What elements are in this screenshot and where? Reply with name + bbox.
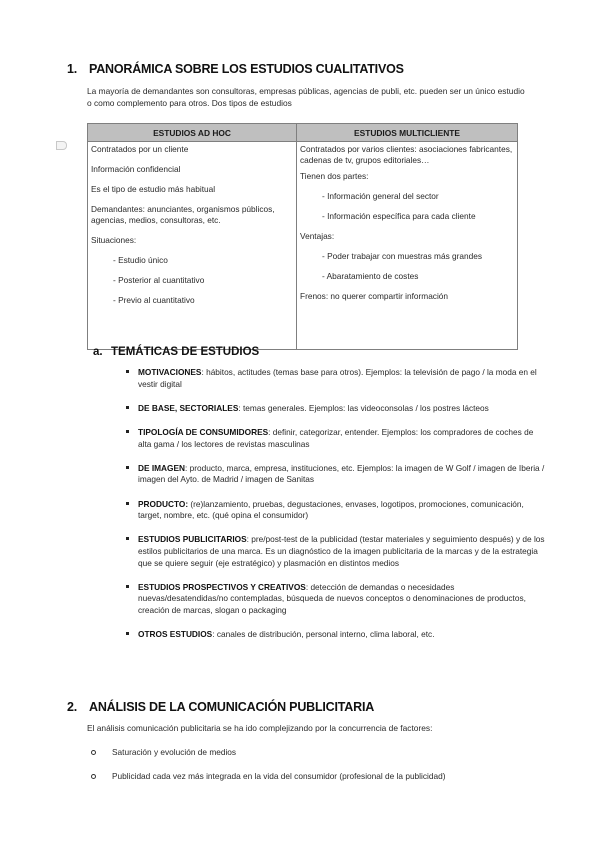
section-1-intro: La mayoría de demandantes son consultoras, empresas públicas, agencias de publi, etc. pueden ser un único estudio o como complemento para otros. Dos tipos de estudios bbox=[87, 86, 525, 108]
section-2-heading bbox=[67, 700, 374, 714]
topic-label: ESTUDIOS PUBLICITARIOS bbox=[138, 534, 247, 545]
table-header-adhoc: ESTUDIOS AD HOC bbox=[88, 124, 297, 142]
factor-text: Publicidad cada vez más integrada en la vida del consumidor (profesional de la publicidad) bbox=[112, 771, 446, 782]
circle-bullet-icon bbox=[91, 750, 96, 755]
section-1-title: PANORÁMICA SOBRE LOS ESTUDIOS CUALITATIVOS bbox=[89, 62, 404, 76]
topic-label: OTROS ESTUDIOS bbox=[138, 629, 213, 640]
list-item bbox=[126, 463, 546, 486]
list-item bbox=[126, 427, 546, 450]
multi-line: Contratados por varios clientes: asociaciones fabricantes, cadenas de tv, grupos editoriales… bbox=[300, 144, 513, 165]
adhoc-line: Es el tipo de estudio más habitual bbox=[91, 183, 216, 194]
section-2-number: 2. bbox=[67, 700, 78, 714]
list-item bbox=[126, 499, 546, 522]
topic-text: : producto, marca, empresa, instituciones, etc. Ejemplos: la imagen de W Golf / imagen de Iberia / imagen del Ayto. de Madrid / imagen de Sanitas bbox=[138, 462, 545, 485]
list-item bbox=[90, 747, 445, 759]
topic-label: ESTUDIOS PROSPECTIVOS Y CREATIVOS bbox=[138, 581, 306, 592]
multicliente-cell bbox=[297, 142, 518, 350]
section-2-title: ANÁLISIS DE LA COMUNICACIÓN PUBLICITARIA bbox=[89, 700, 375, 714]
topics-list bbox=[126, 367, 546, 653]
list-item bbox=[126, 582, 546, 617]
adhoc-line: Situaciones: bbox=[91, 234, 137, 245]
multi-line: Frenos: no querer compartir información bbox=[300, 290, 449, 301]
adhoc-subitem: - Estudio único bbox=[113, 254, 168, 265]
subsection-a-title: TEMÁTICAS DE ESTUDIOS bbox=[111, 346, 260, 358]
adhoc-line: Demandantes: anunciantes, organismos públicos, agencias, medios, consultoras, etc. bbox=[91, 203, 275, 225]
factors-list bbox=[90, 747, 445, 795]
topic-text: (re)lanzamiento, pruebas, degustaciones, envases, logotipos, promociones, comunicación, target, nombre, etc. (qué opina el consumidor) bbox=[138, 498, 524, 521]
square-bullet-icon bbox=[126, 370, 129, 373]
section-2-intro: El análisis comunicación publicitaria se ha ido complejizando por la concurrencia de factores: bbox=[87, 723, 433, 733]
topic-label: PRODUCTO: bbox=[138, 498, 189, 509]
subsection-a-number: a. bbox=[93, 346, 103, 358]
square-bullet-icon bbox=[126, 430, 129, 433]
section-1-heading bbox=[67, 62, 404, 76]
list-item bbox=[126, 534, 546, 569]
square-bullet-icon bbox=[126, 406, 129, 409]
multi-subitem: - Información general del sector bbox=[322, 190, 439, 201]
topic-label: DE BASE, SECTORIALES bbox=[138, 402, 239, 413]
comment-marker-icon[interactable] bbox=[56, 141, 67, 150]
table-header-multicliente: ESTUDIOS MULTICLIENTE bbox=[297, 124, 518, 142]
subsection-a-heading bbox=[93, 346, 259, 358]
circle-bullet-icon bbox=[91, 774, 96, 779]
topic-text: : definir, categorizar, entender. Ejemplos: los compradores de coches de alta gama / los lectores de revistas masculinas bbox=[138, 426, 534, 449]
multi-subitem: - Información específica para cada cliente bbox=[322, 210, 476, 221]
square-bullet-icon bbox=[126, 502, 129, 505]
topic-text: : pre/post-test de la publicidad (testar materiales y seguimiento después) y de los estilos publicitarios de una marca. Es un diagnóstico de la imagen publicitaria de la marcas y de la estrategia que se quiere seguir (eje estratégico) y plasmación en distintos medios bbox=[138, 534, 545, 568]
topic-label: DE IMAGEN bbox=[138, 462, 186, 473]
study-types-table bbox=[87, 123, 518, 350]
square-bullet-icon bbox=[126, 466, 129, 469]
list-item bbox=[90, 771, 445, 783]
topic-text: : hábitos, actitudes (temas base para otros). Ejemplos: la televisión de pago / la moda en el vestir digital bbox=[138, 367, 537, 389]
square-bullet-icon bbox=[126, 537, 129, 540]
topic-label: TIPOLOGÍA DE CONSUMIDORES bbox=[138, 426, 269, 437]
section-1-number: 1. bbox=[67, 62, 78, 76]
adhoc-line: Información confidencial bbox=[91, 163, 181, 174]
adhoc-subitem: - Posterior al cuantitativo bbox=[113, 274, 205, 285]
topic-text: : canales de distribución, personal interno, clima laboral, etc. bbox=[212, 629, 435, 640]
adhoc-cell bbox=[88, 142, 297, 350]
topic-text: : temas generales. Ejemplos: las videoconsolas / los postres lácteos bbox=[238, 402, 489, 413]
adhoc-line: Contratados por un cliente bbox=[91, 144, 189, 154]
multi-line: Tienen dos partes: bbox=[300, 170, 369, 181]
topic-label: MOTIVACIONES bbox=[138, 367, 202, 377]
square-bullet-icon bbox=[126, 585, 129, 588]
square-bullet-icon bbox=[126, 632, 129, 635]
list-item bbox=[126, 403, 546, 415]
adhoc-subitem: - Previo al cuantitativo bbox=[113, 294, 195, 305]
topic-text: : detección de demandas o necesidades nuevas/desatendidas/no contempladas, búsqueda de nuevos conceptos o denominaciones de productos, creación de marcas, slogan o packaging bbox=[138, 581, 526, 615]
list-item bbox=[126, 367, 546, 390]
list-item bbox=[126, 629, 546, 641]
factor-text: Saturación y evolución de medios bbox=[112, 747, 237, 757]
multi-line: Ventajas: bbox=[300, 230, 335, 241]
multi-subitem: - Abaratamiento de costes bbox=[322, 270, 419, 281]
multi-subitem: - Poder trabajar con muestras más grandes bbox=[322, 250, 483, 261]
